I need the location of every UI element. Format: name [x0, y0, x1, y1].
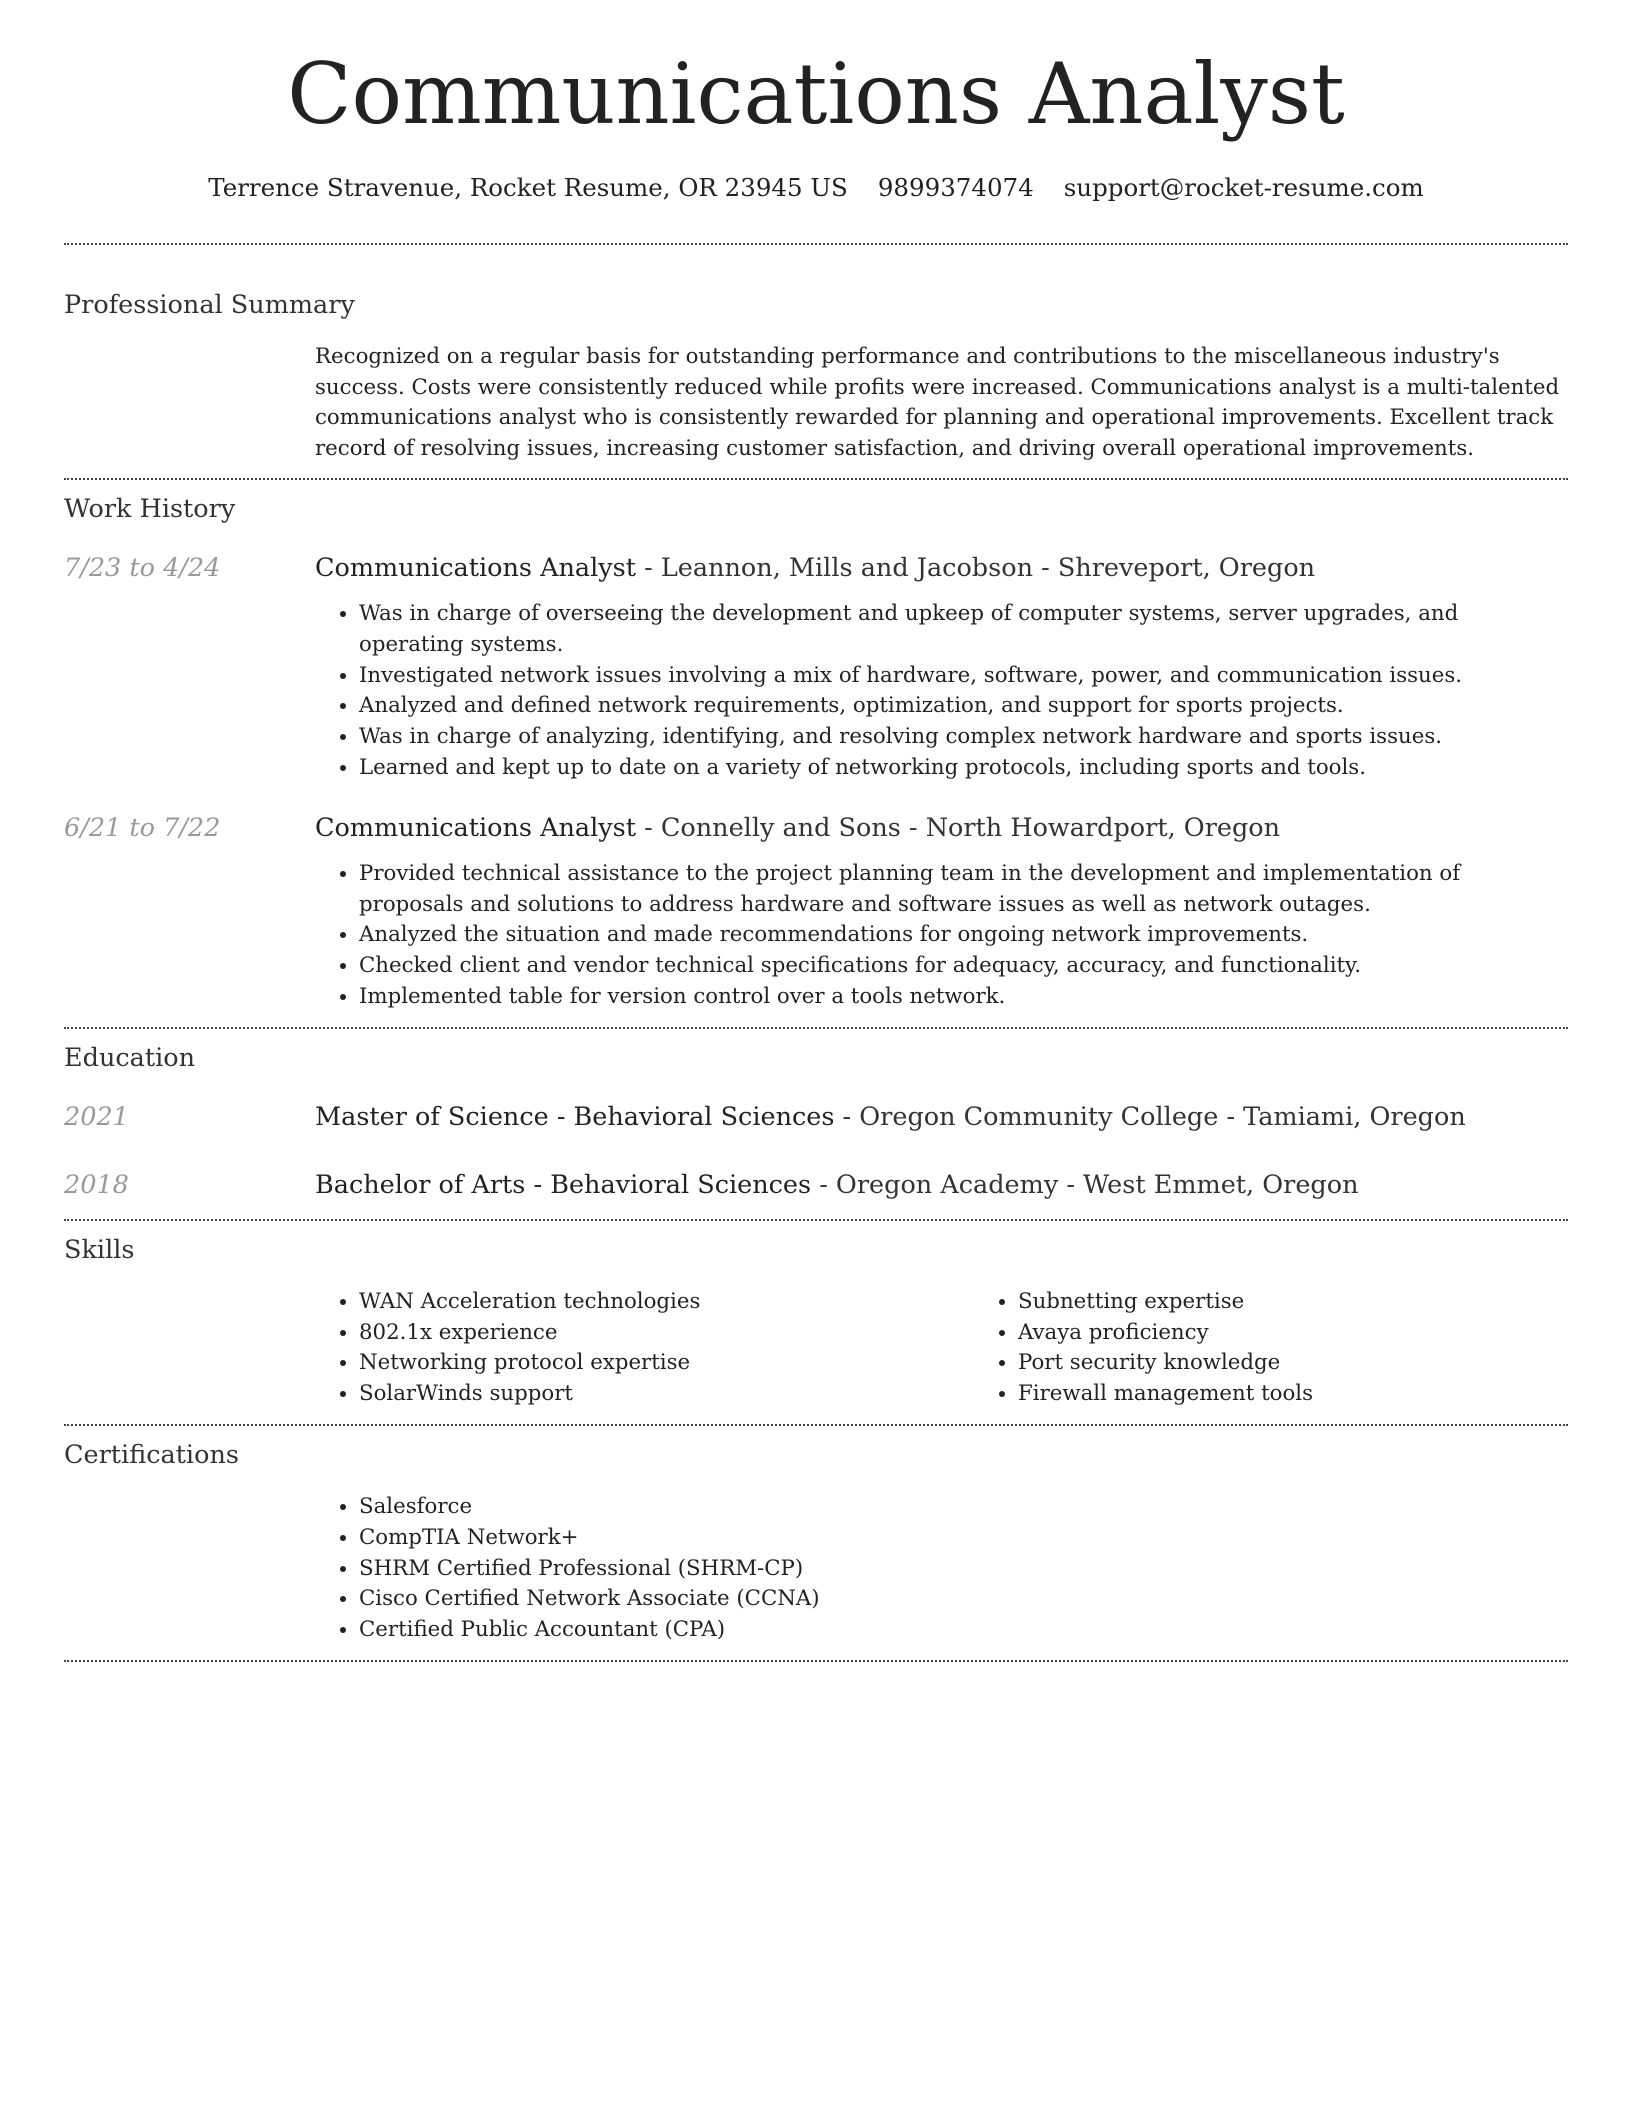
list-item: • Investigated network issues involving a mix of hardware, software, power, and communication issues. — [359, 661, 1568, 692]
job-bullets — [315, 859, 1568, 1013]
education-entry — [64, 1100, 1568, 1134]
list-item: • Subnetting expertise — [1018, 1287, 1632, 1318]
education-year: 2021 — [64, 1101, 129, 1132]
list-item: • Port security knowledge — [1018, 1348, 1632, 1379]
list-item: • Implemented table for version control over a tools network. — [359, 982, 1568, 1013]
job-body — [315, 811, 1568, 1013]
list-item: • Analyzed the situation and made recommendations for ongoing network improvements. — [359, 920, 1568, 951]
resume-name: Communications Analyst — [287, 45, 1345, 143]
summary-heading: Professional Summary — [64, 290, 355, 320]
skills-columns — [315, 1287, 1632, 1410]
list-item: • Networking protocol expertise — [359, 1348, 974, 1379]
job-title: Communications Analyst — [315, 812, 637, 843]
list-item: • Avaya proficiency — [1018, 1318, 1632, 1349]
list-item: • WAN Acceleration technologies — [359, 1287, 974, 1318]
skills-section — [64, 1233, 1568, 1410]
job-body — [315, 551, 1568, 784]
contact-email: support@rocket-resume.com — [1063, 173, 1424, 202]
job-heading — [315, 811, 1568, 845]
contact-phone: 9899374074 — [877, 173, 1034, 202]
job-heading — [315, 551, 1568, 585]
divider — [64, 1027, 1568, 1029]
education-degree: Master of Science - Behavioral Sciences — [315, 1101, 835, 1132]
job-dates: 7/23 to 4/24 — [64, 553, 221, 583]
certifications-row — [64, 1492, 1568, 1646]
work-section — [64, 492, 1568, 1013]
list-item: • Checked client and vendor technical specifications for adequacy, accuracy, and functionality. — [359, 951, 1568, 982]
job-title: Communications Analyst — [315, 553, 637, 583]
divider — [64, 243, 1568, 245]
certifications-spacer — [64, 1492, 315, 1646]
list-item: • Certified Public Accountant (CPA) — [359, 1615, 1568, 1646]
list-item: • Provided technical assistance to the project planning team in the development and implementation of proposals and solutions to address hardware and software issues as well as network outages. — [359, 859, 1568, 921]
education-details: - Oregon Community College - Tamiami, Oregon — [834, 1101, 1466, 1132]
job-dates: 6/21 to 7/22 — [64, 812, 221, 843]
education-section — [64, 1041, 1568, 1202]
education-year: 2018 — [64, 1169, 129, 1200]
education-body — [315, 1100, 1568, 1134]
work-heading: Work History — [64, 494, 236, 524]
contact-address: Terrence Stravenue, Rocket Resume, OR 23945 US — [208, 173, 848, 202]
divider — [64, 1660, 1568, 1662]
summary-spacer — [64, 342, 315, 464]
divider — [64, 1219, 1568, 1221]
skills-list-right — [974, 1287, 1632, 1410]
list-item: • Analyzed and defined network requirements, optimization, and support for sports projects. — [359, 691, 1568, 722]
education-entry — [64, 1168, 1568, 1202]
divider — [64, 1424, 1568, 1426]
education-body — [315, 1168, 1568, 1202]
skills-heading: Skills — [64, 1234, 135, 1265]
education-details: - Oregon Academy - West Emmet, Oregon — [811, 1169, 1359, 1200]
list-item: • Firewall management tools — [1018, 1379, 1632, 1410]
list-item: • Learned and kept up to date on a variety of networking protocols, including sports and tools. — [359, 753, 1568, 784]
certifications-section — [64, 1438, 1568, 1646]
skills-list-left — [315, 1287, 974, 1410]
summary-section — [64, 288, 1568, 464]
list-item: • Was in charge of analyzing, identifying, and resolving complex network hardware and sports issues. — [359, 722, 1568, 753]
list-item: • Was in charge of overseeing the development and upkeep of computer systems, server upgrades, and operating systems. — [359, 599, 1568, 661]
education-degree: Bachelor of Arts - Behavioral Sciences — [315, 1169, 812, 1200]
certifications-body — [315, 1492, 1568, 1646]
certifications-heading: Certifications — [64, 1439, 239, 1470]
list-item: • 802.1x experience — [359, 1318, 974, 1349]
list-item: • SolarWinds support — [359, 1379, 974, 1410]
job-details: - Leannon, Mills and Jacobson - Shreveport, Oregon — [636, 553, 1316, 583]
education-heading: Education — [64, 1042, 196, 1073]
resume-page — [64, 0, 1568, 1662]
skills-spacer — [64, 1287, 315, 1410]
contact-line — [64, 171, 1568, 205]
skills-row — [64, 1287, 1568, 1410]
summary-row — [64, 342, 1568, 464]
certifications-list — [315, 1492, 1568, 1646]
list-item: • CompTIA Network+ — [359, 1523, 1568, 1554]
job-details: - Connelly and Sons - North Howardport, Oregon — [636, 812, 1281, 843]
job-entry — [64, 551, 1568, 784]
job-bullets — [315, 599, 1568, 784]
summary-text: Recognized on a regular basis for outstanding performance and contributions to the miscellaneous industry's success. Costs were consistently reduced while profits were increased. Communications analyst is a multi-talented communications analyst who is consistently rewarded for planning and operational improvements. Excellent track record of resolving issues, increasing customer satisfaction, and driving overall operational improvements. — [315, 344, 1560, 461]
list-item: • Salesforce — [359, 1492, 1568, 1523]
list-item: • SHRM Certified Professional (SHRM-CP) — [359, 1554, 1568, 1585]
list-item: • Cisco Certified Network Associate (CCNA) — [359, 1584, 1568, 1615]
job-entry — [64, 811, 1568, 1013]
divider — [64, 478, 1568, 480]
